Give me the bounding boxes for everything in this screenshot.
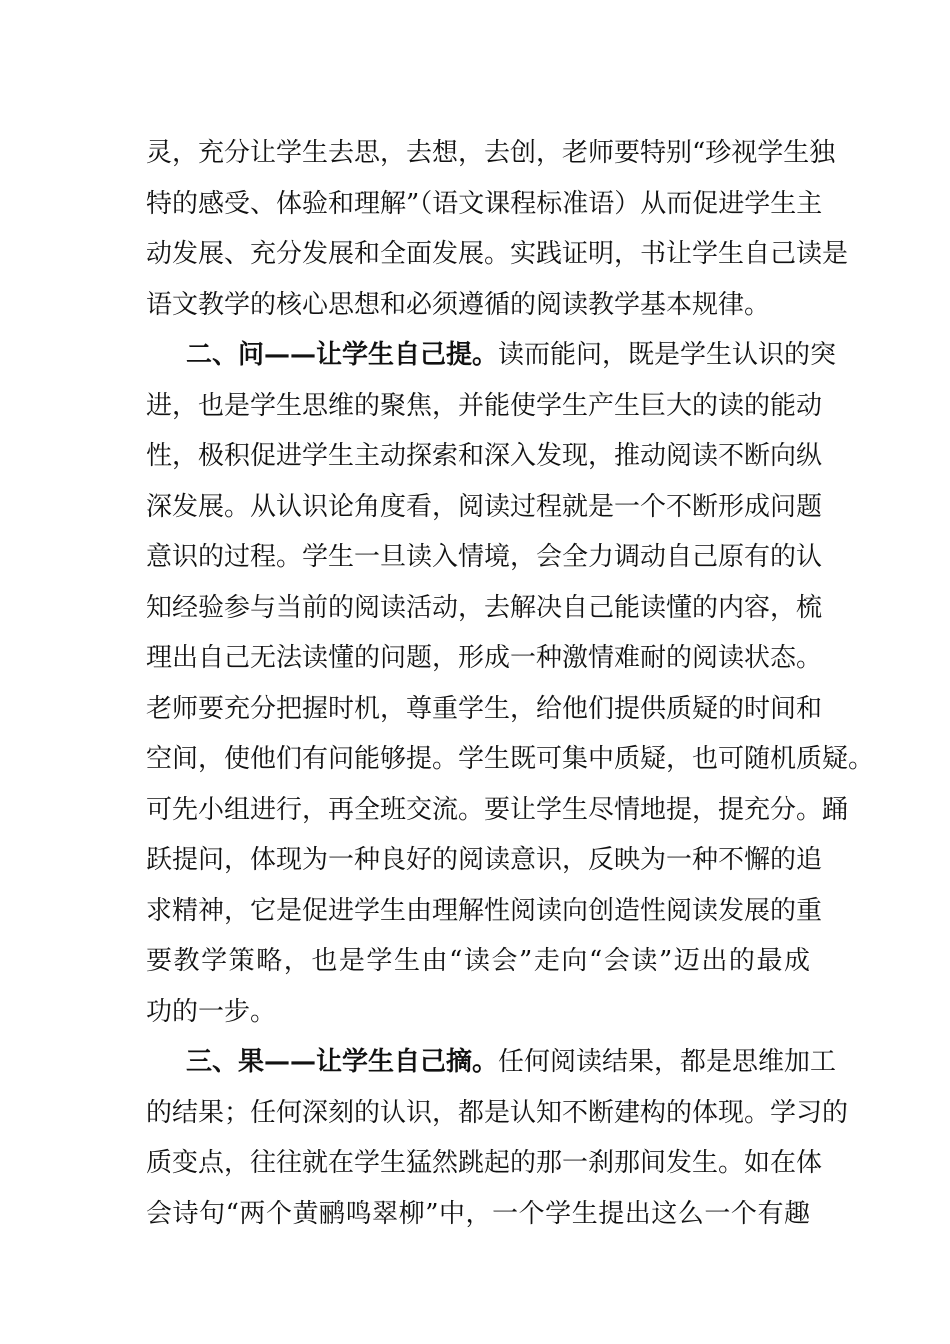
text-line: 质变点，往往就在学生猛然跳起的那一刹那间发生。如在体 [146, 1148, 823, 1178]
text-line: 要教学策略，也是学生由“读会”走向“会读”迈出的最成 [146, 946, 810, 976]
section-heading: 二、问——让学生自己提。 [186, 340, 499, 370]
text-line: 老师要充分把握时机，尊重学生，给他们提供质疑的时间和 [146, 693, 823, 724]
document-body [146, 128, 875, 1239]
text-run: 任何阅读结果，都是思维加工 [498, 1047, 837, 1077]
text-line: 求精神，它是促进学生由理解性阅读向创造性阅读发展的重 [146, 895, 823, 926]
text-line: 跃提问，体现为一种良好的阅读意识，反映为一种不懈的追 [146, 845, 823, 875]
text-line: 动发展、充分发展和全面发展。实践证明，书让学生自己读是 [146, 239, 849, 269]
text-run: 读而能问，既是学生认识的突 [498, 340, 837, 370]
text-line: 性，极积促进学生主动探索和深入发现，推动阅读不断向纵 [146, 441, 823, 471]
text-line: 特的感受、体验和理解”（语文课程标准语）从而促进学生主 [146, 188, 823, 219]
text-line: 会诗句“两个黄鹂鸣翠柳”中，一个学生提出这么一个有趣 [146, 1198, 810, 1229]
paragraph-2 [146, 330, 875, 1037]
text-line: 灵，充分让学生去思，去想，去创，老师要特别“珍视学生独 [146, 138, 836, 168]
text-line [146, 330, 837, 381]
text-line: 进，也是学生思维的聚焦，并能使学生产生巨大的读的能动 [146, 390, 823, 421]
paragraph-3 [146, 1037, 849, 1239]
paragraph-1 [146, 128, 849, 330]
text-line: 可先小组进行，再全班交流。要让学生尽情地提，提充分。踊 [146, 794, 849, 825]
text-line: 的结果；任何深刻的认识，都是认知不断建构的体现。学习的 [146, 1097, 849, 1128]
text-line [146, 1037, 837, 1088]
text-line: 理出自己无法读懂的问题，形成一种激情难耐的阅读状态。 [146, 643, 823, 673]
text-line: 意识的过程。学生一旦读入情境，会全力调动自己原有的认 [146, 542, 823, 572]
text-line: 空间，使他们有问能够提。学生既可集中质疑，也可随机质疑。 [146, 744, 875, 774]
section-heading: 三、果——让学生自己摘。 [186, 1047, 499, 1077]
text-line: 语文教学的核心思想和必须遵循的阅读教学基本规律。 [146, 289, 771, 320]
text-line: 功的一步。 [146, 996, 277, 1027]
text-line: 知经验参与当前的阅读活动，去解决自己能读懂的内容，梳 [146, 592, 823, 623]
text-line: 深发展。从认识论角度看，阅读过程就是一个不断形成问题 [146, 491, 823, 522]
